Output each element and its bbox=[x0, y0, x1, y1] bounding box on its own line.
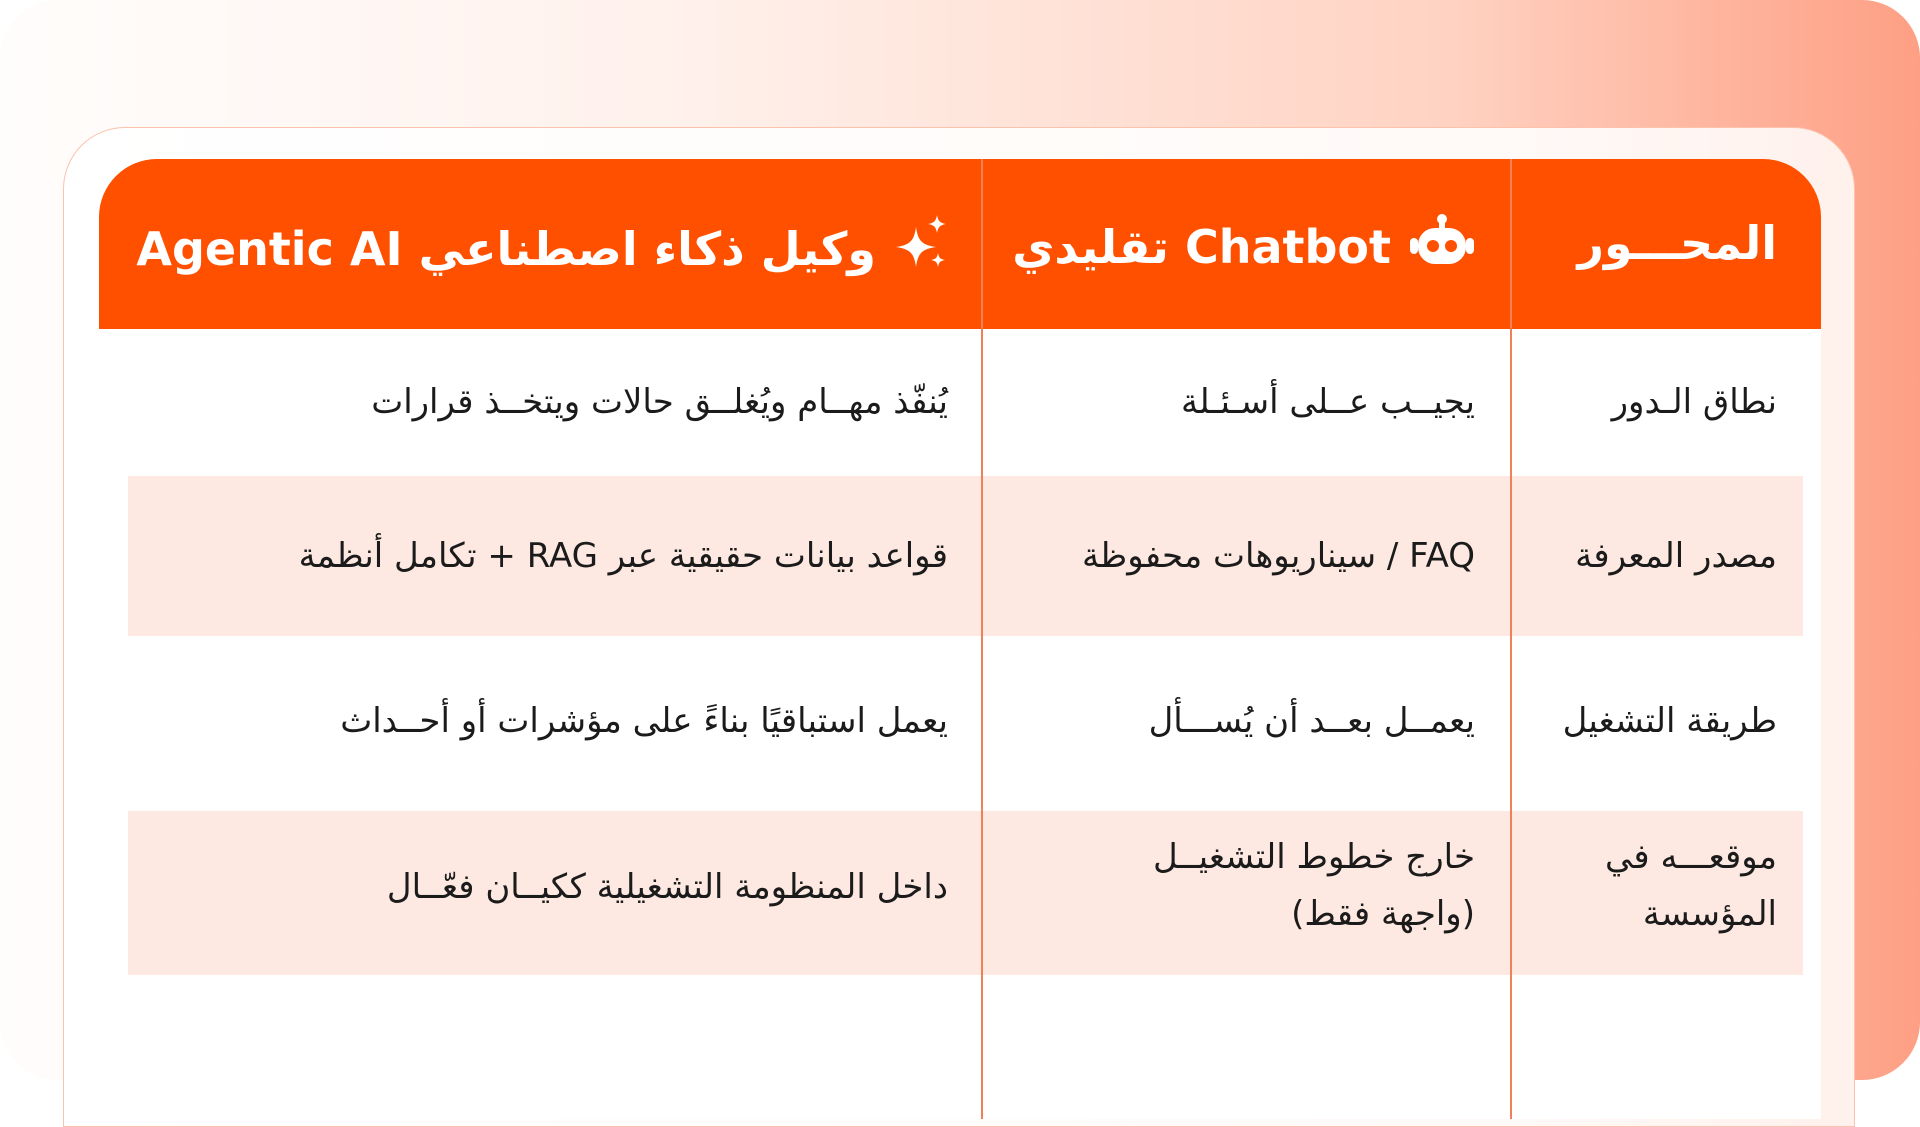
row-stripe-position bbox=[128, 811, 1803, 975]
header-axis bbox=[1577, 213, 1777, 273]
header-agentic-label: وكيل ذكاء اصطناعي Agentic AI bbox=[136, 222, 876, 276]
row-operation-mode-axis: طريقة التشغيل bbox=[1562, 701, 1777, 741]
sparkles-icon bbox=[894, 213, 948, 285]
robot-icon bbox=[1409, 213, 1475, 281]
column-divider bbox=[981, 159, 983, 1119]
row-position-chatbot-line2: (واجهة فقط) bbox=[1291, 894, 1475, 934]
row-role-scope-chatbot: يجيــب عــلى أسـئـلة bbox=[1181, 382, 1475, 422]
column-divider bbox=[1510, 159, 1512, 1119]
row-role-scope-axis: نطاق الـدور bbox=[1611, 382, 1777, 422]
comparison-table bbox=[99, 159, 1821, 1119]
row-operation-mode-chatbot: يعمــل بعــد أن يُســـأل bbox=[1148, 701, 1475, 741]
row-position-axis-line2: المؤسسة bbox=[1642, 894, 1777, 934]
row-position-axis-line1: موقعـــه في bbox=[1605, 837, 1777, 877]
row-knowledge-source-agentic: قواعد بيانات حقيقية عبر RAG + تكامل أنظمة bbox=[298, 536, 948, 576]
header-chatbot bbox=[1012, 213, 1475, 281]
row-operation-mode-agentic: يعمل استباقيًا بناءً على مؤشرات أو أحــداث bbox=[340, 701, 948, 741]
row-position-agentic: داخل المنظومة التشغيلية ككيــان فعّــال bbox=[386, 867, 948, 907]
row-knowledge-source-chatbot: FAQ / سيناريوهات محفوظة bbox=[1081, 536, 1475, 576]
row-knowledge-source-axis: مصدر المعرفة bbox=[1575, 536, 1777, 576]
row-role-scope-agentic: يُنفّذ مهــام ويُغلــق حالات ويتخــذ قرارات bbox=[371, 382, 948, 422]
header-chatbot-label: Chatbot تقليدي bbox=[1012, 220, 1391, 274]
row-position-chatbot-line1: خارج خطوط التشغيــل bbox=[1152, 837, 1475, 877]
header-agentic bbox=[136, 213, 948, 285]
header-axis-label: المحـــور bbox=[1577, 216, 1777, 270]
